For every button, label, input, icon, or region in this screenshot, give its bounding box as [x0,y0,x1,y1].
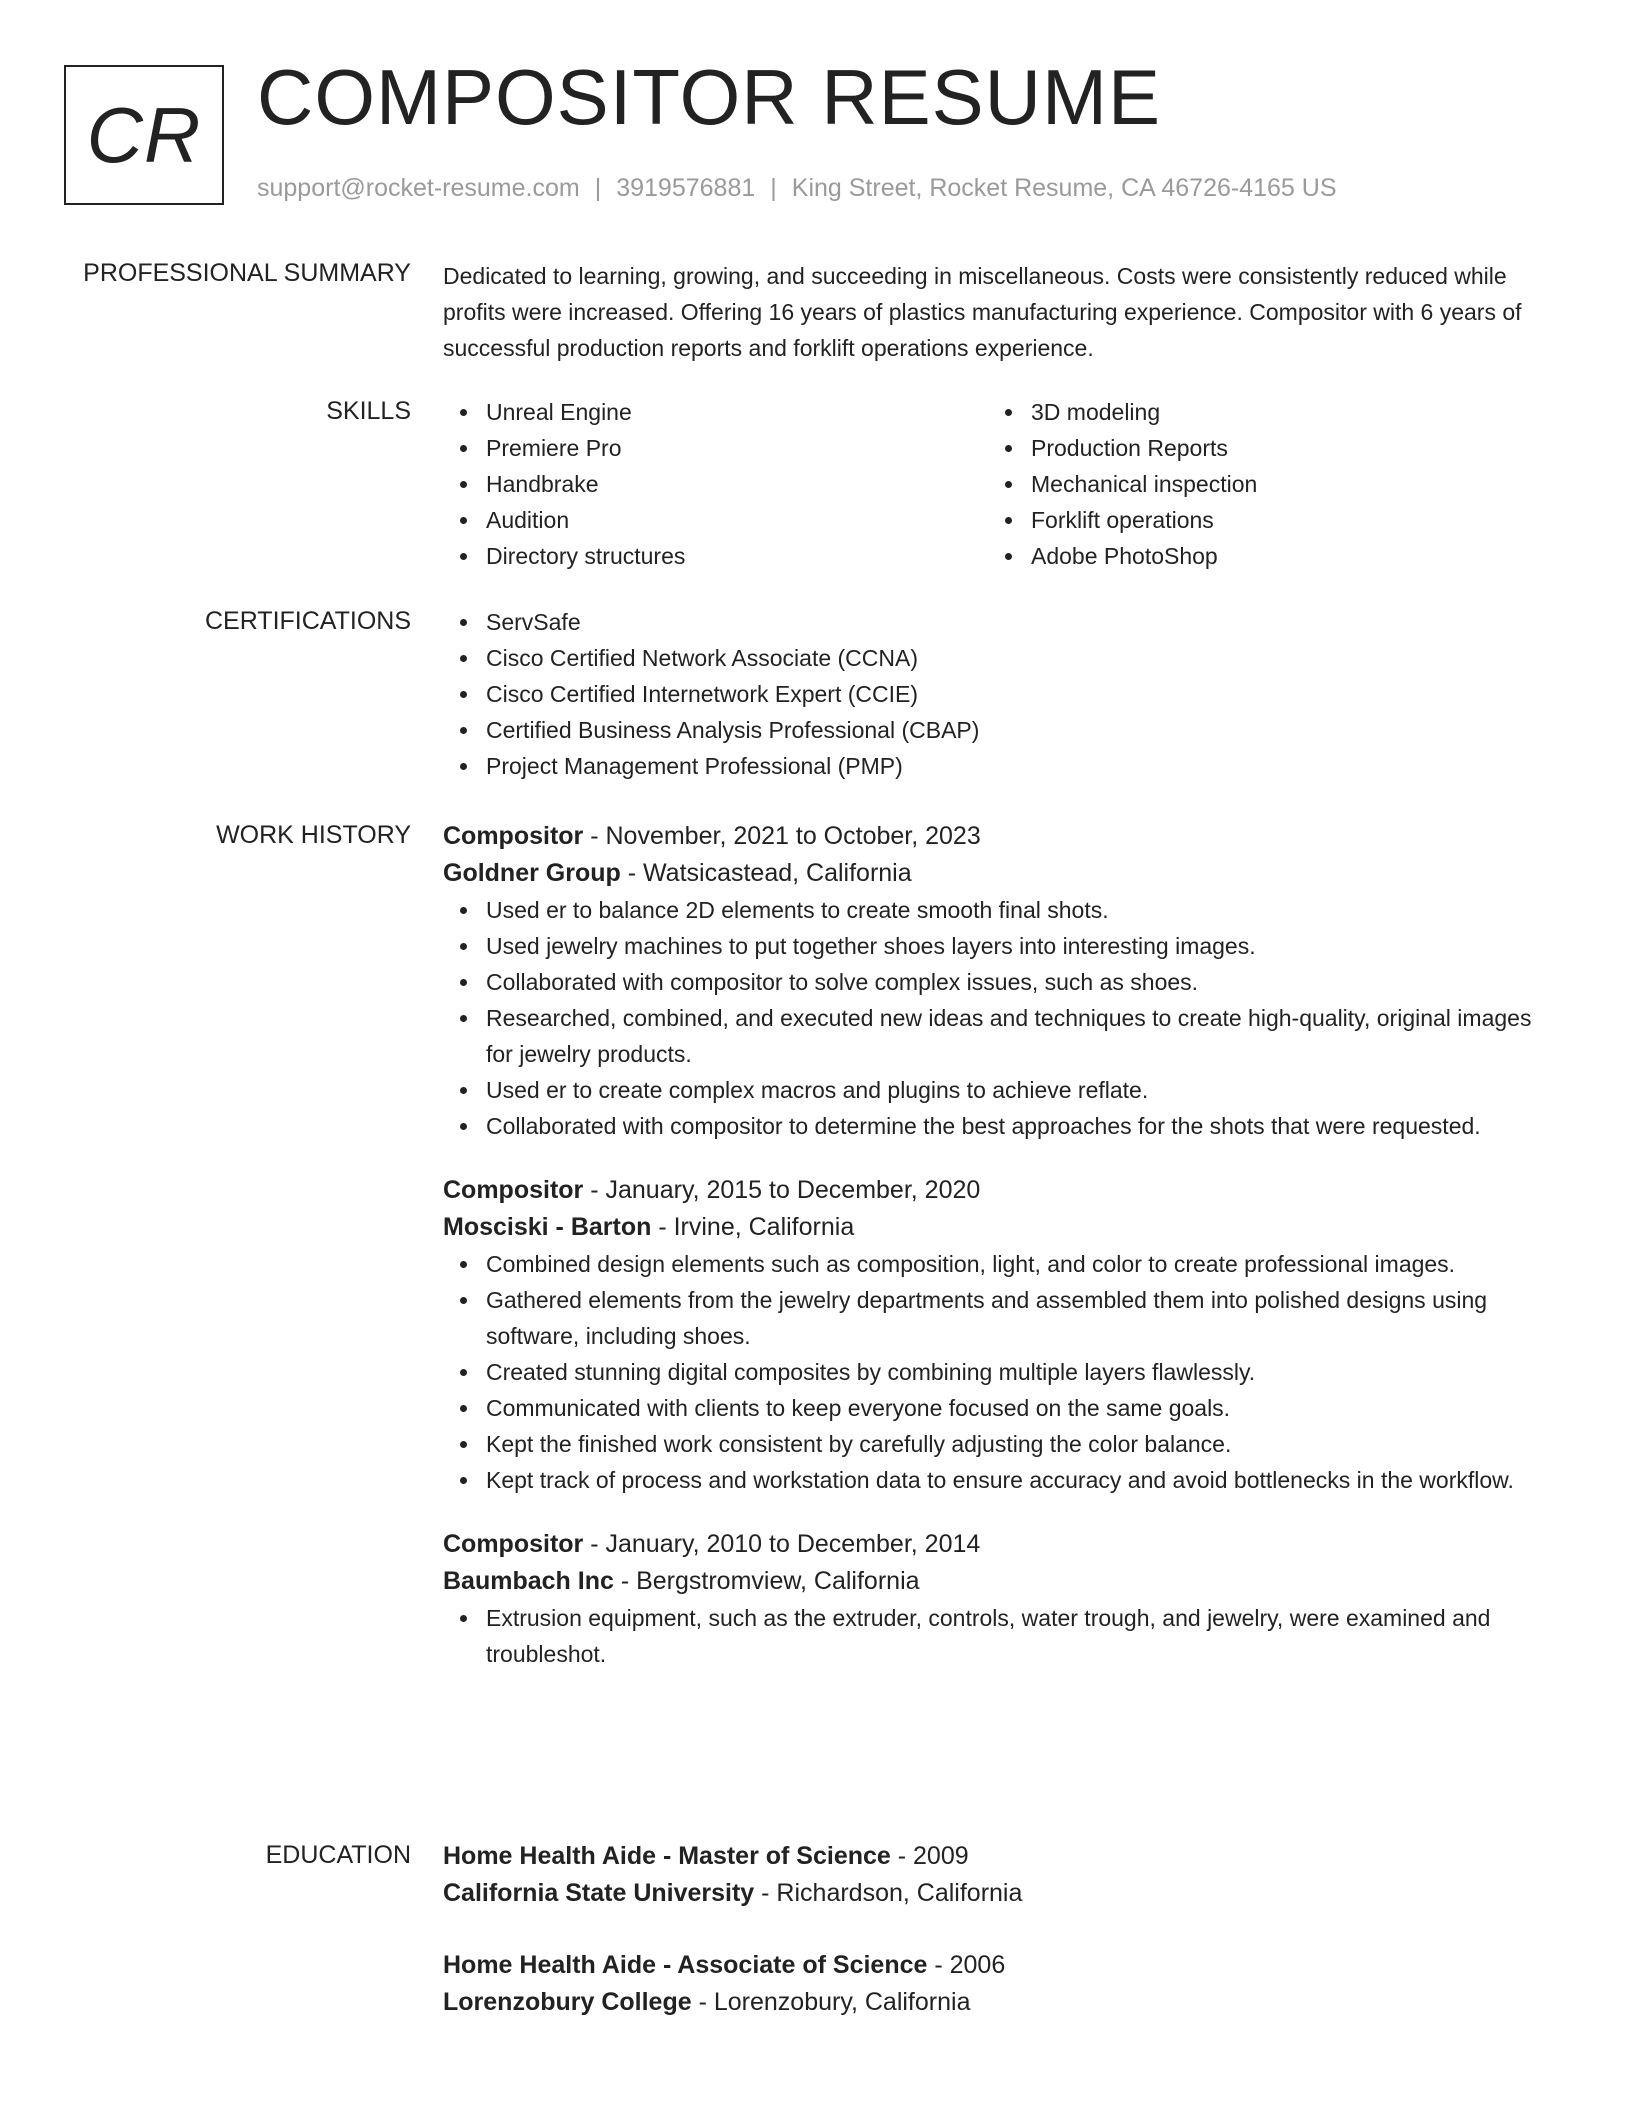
job-title-line [443,1172,1563,1209]
job-title-line [443,818,1563,855]
list-item: Cisco Certified Network Associate (CCNA) [443,640,1563,676]
list-item: Certified Business Analysis Professional (CBAP) [443,712,1563,748]
job-title: Compositor [443,1176,584,1204]
job-location: - Irvine, California [651,1213,855,1241]
education-location: - Richardson, California [754,1879,1023,1907]
monogram-initials: CR [86,91,202,179]
skills-list-right [988,394,1533,574]
list-item: ServSafe [443,604,1563,640]
education-degree-line [443,1838,1563,1875]
list-item: Audition [443,502,988,538]
list-item: Directory structures [443,538,988,574]
resume-title: COMPOSITOR RESUME [257,53,1161,141]
job-bullets [443,1600,1563,1672]
summary-body [443,258,1563,366]
list-item: Used jewelry machines to put together shoes layers into interesting images. [443,928,1563,964]
section-label-education: EDUCATION [265,1841,411,1869]
list-item: Forklift operations [988,502,1533,538]
list-item: Cisco Certified Internetwork Expert (CCIE) [443,676,1563,712]
list-item: Collaborated with compositor to determine the best approaches for the shots that were requested. [443,1108,1563,1144]
education-school: California State University [443,1879,755,1907]
list-item: Adobe PhotoShop [988,538,1533,574]
list-item: Kept the finished work consistent by carefully adjusting the color balance. [443,1426,1563,1462]
job-dates: - January, 2010 to December, 2014 [583,1530,981,1558]
list-item: Communicated with clients to keep everyone focused on the same goals. [443,1390,1563,1426]
contact-separator: | [594,174,602,202]
job-location: - Bergstromview, California [613,1567,920,1595]
education-year: - 2006 [927,1951,1006,1979]
skills-columns [443,394,1563,574]
job-title-line [443,1526,1563,1563]
job-bullets [443,1246,1563,1498]
list-item: Handbrake [443,466,988,502]
list-item: Created stunning digital composites by combining multiple layers flawlessly. [443,1354,1563,1390]
job-location: - Watsicastead, California [620,859,912,887]
list-item: Production Reports [988,430,1533,466]
list-item: Mechanical inspection [988,466,1533,502]
job-title: Compositor [443,1530,584,1558]
skills-list-left [443,394,988,574]
summary-text: Dedicated to learning, growing, and succeeding in miscellaneous. Costs were consistently reduced while profits were increased. Offering 16 years of plastics manufacturing experience. Compositor with 6 years of successful production reports and forklift operations experience. [443,263,1522,361]
contact-email[interactable]: support@rocket-resume.com [257,174,580,202]
list-item: Extrusion equipment, such as the extruder, controls, water trough, and jewelry, were examined and troubleshot. [443,1600,1563,1672]
list-item: Collaborated with compositor to solve complex issues, such as shoes. [443,964,1563,1000]
contact-separator: | [770,174,777,202]
job-entry [443,818,1563,1144]
list-item: Gathered elements from the jewelry departments and assembled them into polished designs using software, including shoes. [443,1282,1563,1354]
section-label-work-history: WORK HISTORY [216,821,411,849]
job-company: Baumbach Inc [443,1567,614,1595]
education-school-line [443,1984,1563,2021]
section-label-summary: PROFESSIONAL SUMMARY [83,259,411,287]
list-item: Researched, combined, and executed new ideas and techniques to create high-quality, original images for jewelry products. [443,1000,1563,1072]
list-item: 3D modeling [988,394,1533,430]
education-degree: Home Health Aide - Master of Science [443,1842,891,1870]
monogram-box [64,65,224,205]
education-body [443,1838,1563,2021]
job-title: Compositor [443,822,584,850]
skills-body [443,394,1563,574]
job-company-line [443,855,1563,892]
job-dates: - November, 2021 to October, 2023 [583,822,981,850]
list-item: Project Management Professional (PMP) [443,748,1563,784]
education-degree: Home Health Aide - Associate of Science [443,1951,928,1979]
certifications-body [443,604,1563,784]
list-item: Premiere Pro [443,430,988,466]
education-school: Lorenzobury College [443,1988,692,2016]
section-label-skills: SKILLS [326,397,411,425]
list-item: Unreal Engine [443,394,988,430]
list-item: Used er to create complex macros and plugins to achieve reflate. [443,1072,1563,1108]
job-entry [443,1526,1563,1672]
contact-phone[interactable]: 3919576881 [616,174,756,202]
job-company: Goldner Group [443,859,621,887]
job-dates: - January, 2015 to December, 2020 [583,1176,981,1204]
job-bullets [443,892,1563,1144]
education-year: - 2009 [890,1842,969,1870]
education-degree-line [443,1947,1563,1984]
education-entry [443,1947,1563,2021]
job-company-line [443,1209,1563,1246]
education-location: - Lorenzobury, California [691,1988,971,2016]
list-item: Used er to balance 2D elements to create smooth final shots. [443,892,1563,928]
work-history-body [443,818,1563,1672]
contact-address: King Street, Rocket Resume, CA 46726-4165 US [791,174,1337,202]
contact-line [257,176,1337,201]
job-company-line [443,1563,1563,1600]
section-label-certifications: CERTIFICATIONS [204,607,411,635]
education-school-line [443,1875,1563,1912]
job-entry [443,1172,1563,1498]
list-item: Combined design elements such as composition, light, and color to create professional images. [443,1246,1563,1282]
job-company: Mosciski - Barton [443,1213,652,1241]
certifications-list [443,604,1563,784]
list-item: Kept track of process and workstation data to ensure accuracy and avoid bottlenecks in the workflow. [443,1462,1563,1498]
education-entry [443,1838,1563,1912]
